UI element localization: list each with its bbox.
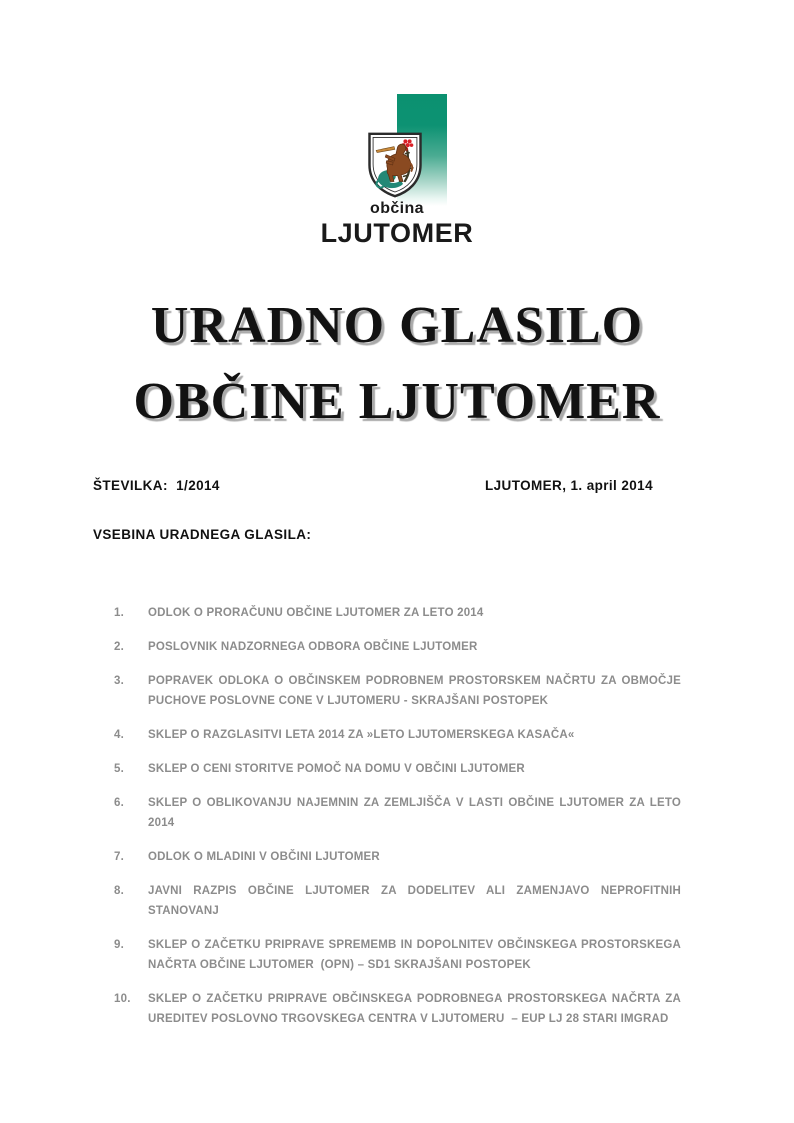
toc-item (114, 881, 681, 921)
coat-of-arms-icon (366, 131, 424, 199)
toc-item-number: 7. (114, 851, 124, 863)
toc-item (114, 725, 681, 745)
toc-item (114, 759, 681, 779)
document-title-line1: URADNO GLASILO (150, 297, 644, 354)
toc-item-number: 6. (114, 797, 124, 809)
toc-item (114, 935, 681, 975)
toc-item-text: POPRAVEK ODLOKA O OBČINSKEM PODROBNEM PROSTORSKEM NAČRTU ZA OBMOČJE PUCHOVE POSLOVNE CONE V LJUTOMERU - SKRAJŠANI POSTOPEK (148, 675, 681, 707)
toc-item-number: 5. (114, 763, 124, 775)
contents-heading: VSEBINA URADNEGA GLASILA: (93, 527, 312, 542)
logo-municipality-label: občina (370, 200, 424, 217)
toc-item (114, 847, 681, 867)
toc-item (114, 793, 681, 833)
issue-row (93, 478, 653, 493)
toc-item (114, 603, 681, 623)
logo-captions (0, 201, 794, 247)
issue-place-date: LJUTOMER, 1. april 2014 (484, 478, 653, 493)
toc-item (114, 637, 681, 657)
toc-item-number: 4. (114, 729, 124, 741)
toc-item-number: 10. (114, 993, 131, 1005)
issue-number: ŠTEVILKA: 1/2014 (93, 478, 220, 493)
toc-item-text: SKLEP O RAZGLASITVI LETA 2014 ZA »LETO LJUTOMERSKEGA KASAČA« (148, 729, 575, 741)
table-of-contents (114, 603, 681, 1043)
toc-item-text: SKLEP O ZAČETKU PRIPRAVE OBČINSKEGA PODROBNEGA PROSTORSKEGA NAČRTA ZA UREDITEV POSLOVNO TRGOVSKEGA CENTRA V LJUTOMERU – EUP LJ 28 STARI IMGRAD (148, 993, 681, 1025)
toc-item-text: ODLOK O MLADINI V OBČINI LJUTOMER (148, 851, 380, 863)
toc-item-number: 3. (114, 675, 124, 687)
document-title (0, 288, 794, 440)
toc-item-text: POSLOVNIK NADZORNEGA ODBORA OBČINE LJUTOMER (148, 641, 478, 653)
toc-item-number: 2. (114, 641, 124, 653)
toc-item-text: JAVNI RAZPIS OBČINE LJUTOMER ZA DODELITEV ALI ZAMENJAVO NEPROFITNIH STANOVANJ (148, 885, 681, 917)
toc-item (114, 989, 681, 1029)
logo-municipality-name: LJUTOMER (320, 218, 474, 248)
toc-item-number: 8. (114, 885, 124, 897)
toc-item-text: SKLEP O OBLIKOVANJU NAJEMNIN ZA ZEMLJIŠČA V LASTI OBČINE LJUTOMER ZA LETO 2014 (148, 797, 681, 829)
toc-item-text: ODLOK O PRORAČUNU OBČINE LJUTOMER ZA LETO 2014 (148, 607, 484, 619)
toc-item-text: SKLEP O ZAČETKU PRIPRAVE SPREMEMB IN DOPOLNITEV OBČINSKEGA PROSTORSKEGA NAČRTA OBČINE LJUTOMER (OPN) – SD1 SKRAJŠANI POSTOPEK (148, 939, 681, 971)
toc-item (114, 671, 681, 711)
toc-item-number: 9. (114, 939, 124, 951)
toc-item-text: SKLEP O CENI STORITVE POMOČ NA DOMU V OBČINI LJUTOMER (148, 763, 525, 775)
toc-item-number: 1. (114, 607, 124, 619)
document-title-line2: OBČINE LJUTOMER (133, 373, 661, 430)
